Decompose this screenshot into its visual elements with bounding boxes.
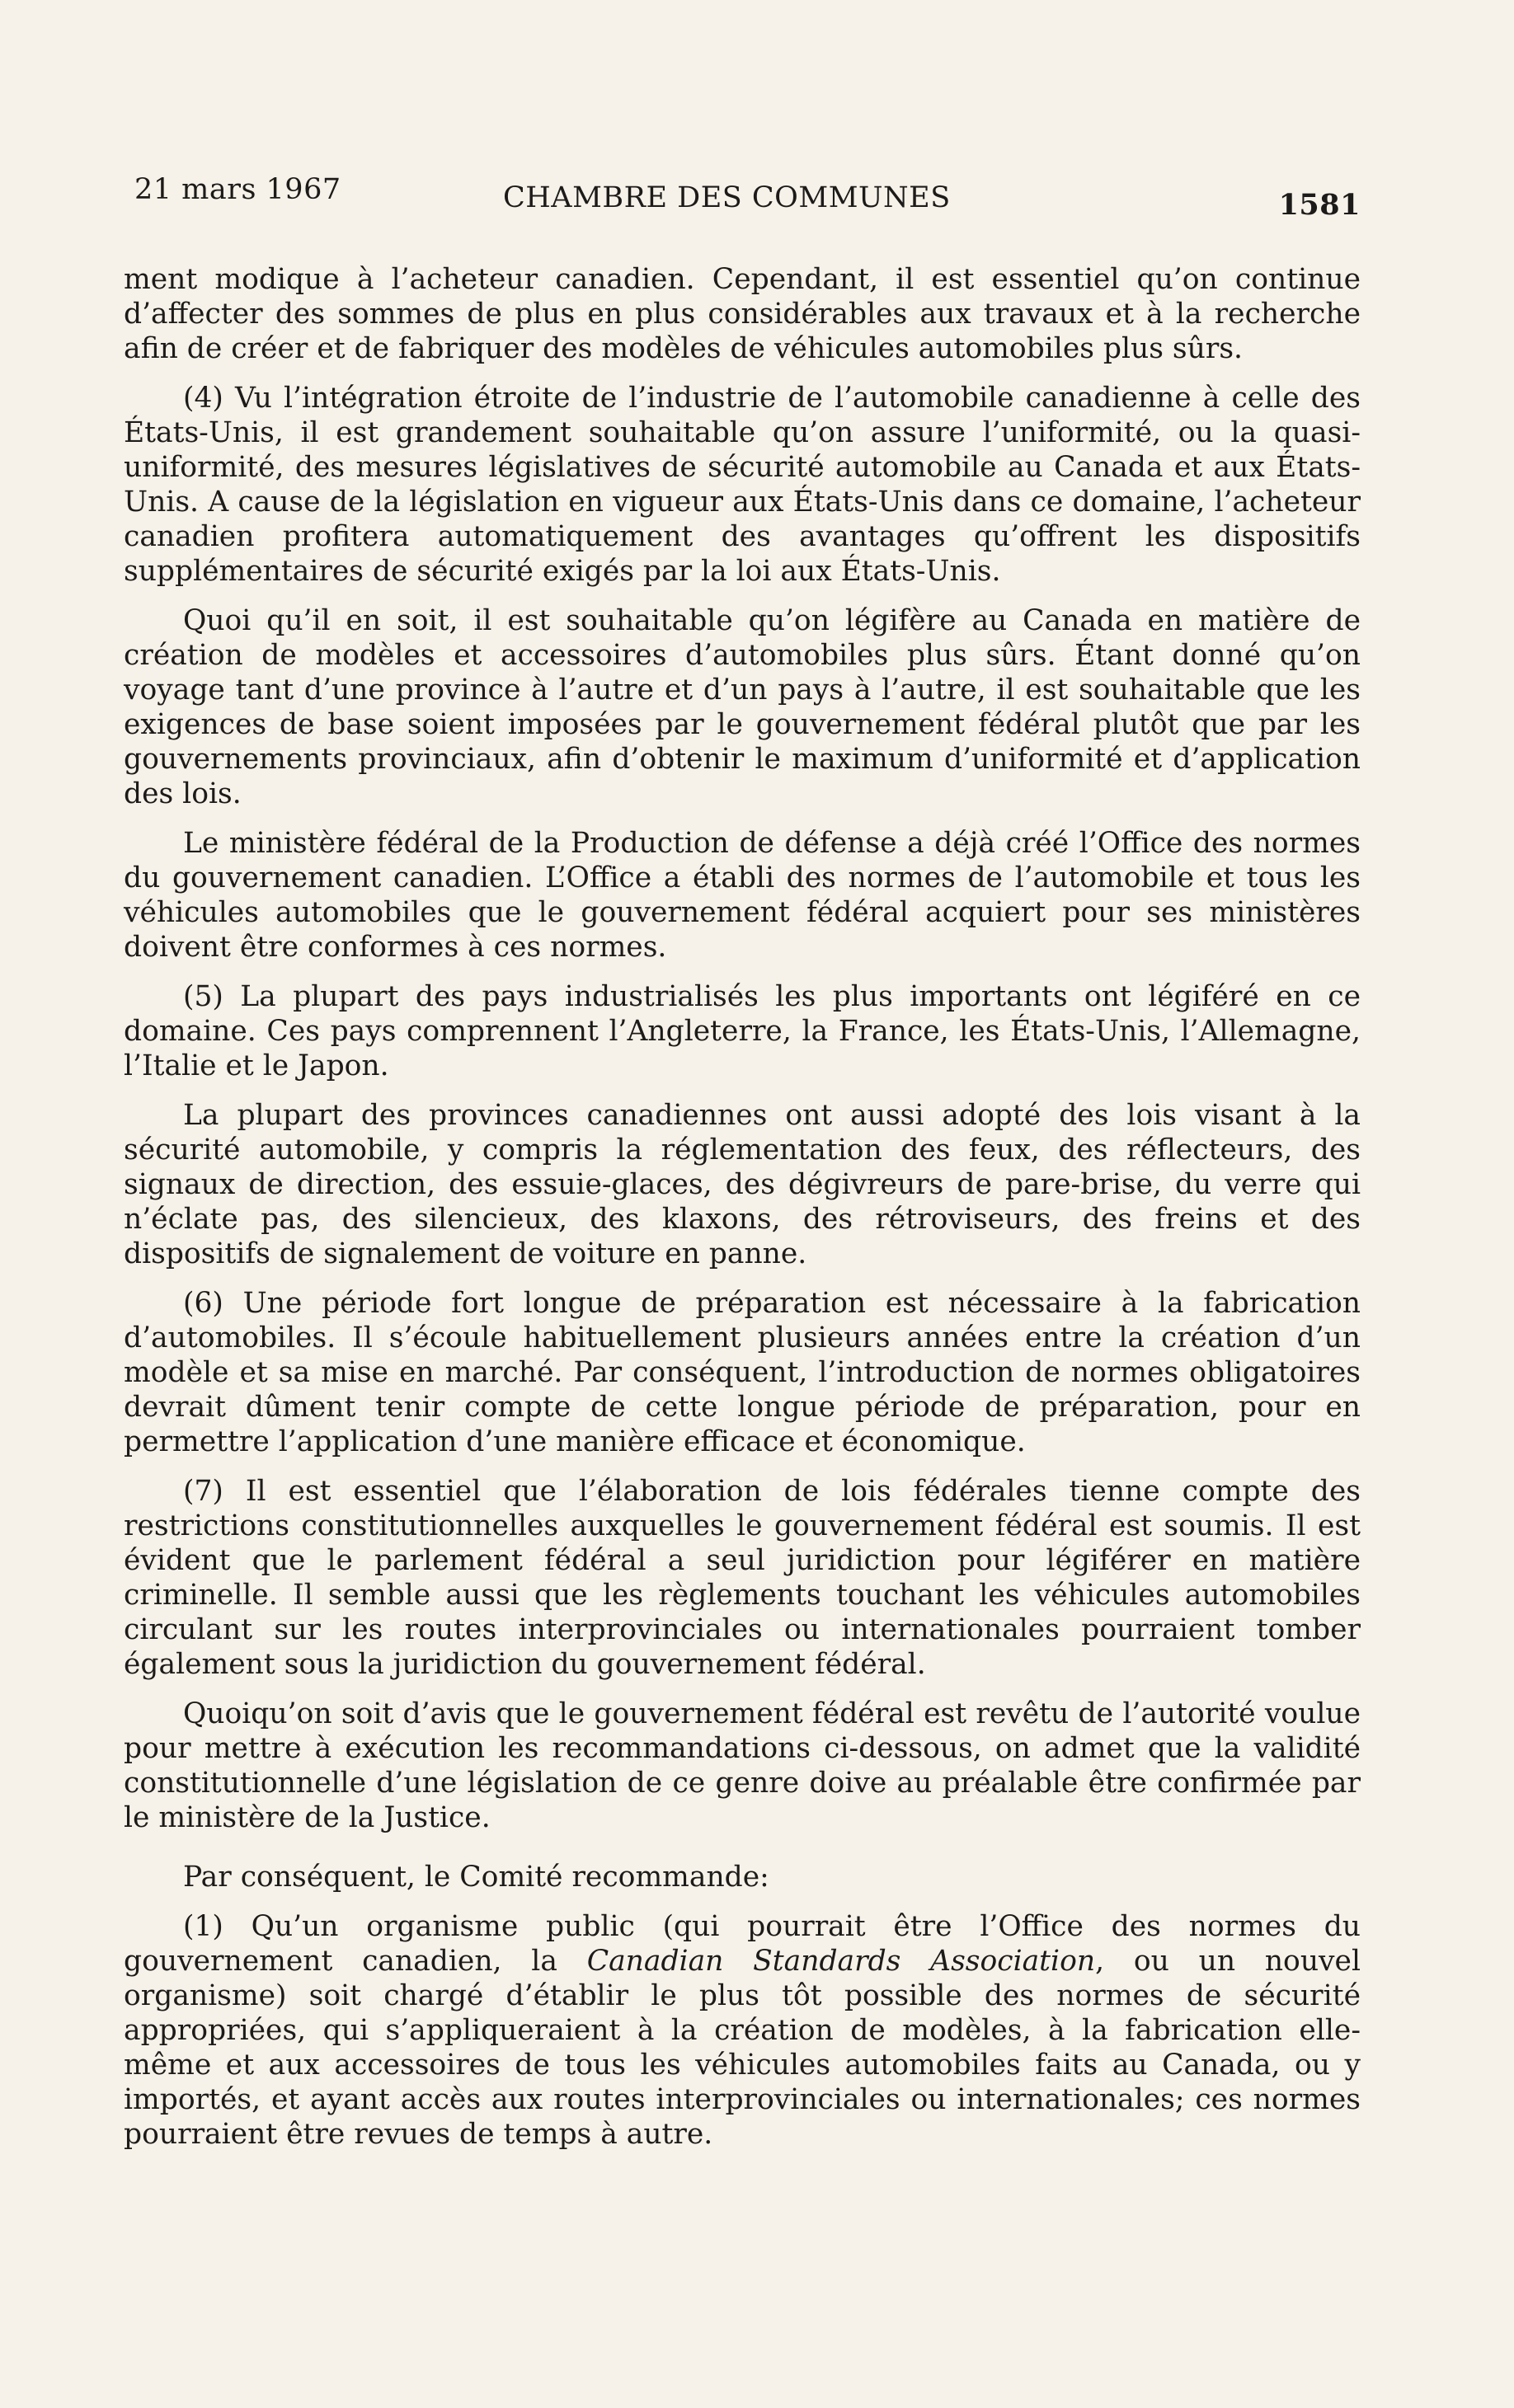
- organisation-name: Canadian Standards Association: [586, 1945, 1096, 1978]
- paragraph-2: (4) Vu l’intégration étroite de l’industrie de l’automobile canadienne à celle des États-Unis, il est grandement souhaitable qu’on assure l’uniformité, ou la quasi-uniformité, des mesures législatives de sécurité automobile au Canada et aux États-Unis. A cause de la législation en vigueur aux États-Unis dans ce domaine, l’acheteur canadien profitera automatiquement des avantages qu’offrent les dispositifs supplémentaires de sécurité exigés par la loi aux États-Unis.: [124, 382, 1361, 588]
- paragraph-11: (1) Qu’un organisme public (qui pourrait être l’Office des normes du gouvernement canadien, la Canadian Standards Association, ou un nouvel organisme) soit chargé d’établir le plus tôt possible des normes de sécurité appropriées, qui s’appliqueraient à la création de modèles, à la fabrication elle-même et aux accessoires de tous les véhicules automobiles faits au Canada, ou y importés, et ayant accès aux routes interprovinciales ou internationales; ces normes pourraient être revues de temps à autre.: [124, 1910, 1361, 2151]
- paragraph-4: Le ministère fédéral de la Production de défense a déjà créé l’Office des normes du gouvernement canadien. L’Office a établi des normes de l’automobile et tous les véhicules automobiles que le gouvernement fédéral acquiert pour ses ministères doivent être conformes à ces normes.: [124, 827, 1361, 964]
- paragraph-10: Par conséquent, le Comité recommande:: [183, 1861, 769, 1894]
- paragraph-3: Quoi qu’il en soit, il est souhaitable qu’on légifère au Canada en matière de création de modèles et accessoires d’automobiles plus sûrs. Étant donné qu’on voyage tant d’une province à l’autre et d’un pays à l’autre, il est souhaitable que les exigences de base soient imposées par le gouvernement fédéral plutôt que par les gouvernements provinciaux, afin d’obtenir le maximum d’uniformité et d’application des lois.: [124, 604, 1361, 810]
- header-date: 21 mars 1967: [134, 173, 341, 206]
- paragraph-6: La plupart des provinces canadiennes ont aussi adopté des lois visant à la sécurité automobile, y compris la réglementation des feux, des réflecteurs, des signaux de direction, des essuie-glaces, des dégivreurs de pare-brise, du verre qui n’éclate pas, des silencieux, des klaxons, des rétroviseurs, des freins et des dispositifs de signalement de voiture en panne.: [124, 1099, 1361, 1270]
- paragraph-9: Quoiqu’on soit d’avis que le gouvernement fédéral est revêtu de l’autorité voulue pour mettre à exécution les recommandations ci-dessous, on admet que la validité constitutionnelle d’une législation de ce genre doive au préalable être confirmée par le ministère de la Justice.: [124, 1697, 1361, 1834]
- paragraph-8: (7) Il est essentiel que l’élaboration de lois fédérales tienne compte des restrictions constitutionnelles auxquelles le gouvernement fédéral est soumis. Il est évident que le parlement fédéral a seul juridiction pour légiférer en matière criminelle. Il semble aussi que les règlements touchant les véhicules automobiles circulant sur les routes interprovinciales ou internationales pourraient tomber également sous la juridiction du gouvernement fédéral.: [124, 1475, 1361, 1681]
- paragraph-1: ment modique à l’acheteur canadien. Cependant, il est essentiel qu’on continue d’affecter des sommes de plus en plus considérables aux travaux et à la recherche afin de créer et de fabriquer des modèles de véhicules automobiles plus sûrs.: [124, 263, 1361, 365]
- paragraph-7: (6) Une période fort longue de préparation est nécessaire à la fabrication d’automobiles. Il s’écoule habituellement plusieurs années entre la création d’un modèle et sa mise en marché. Par conséquent, l’introduction de normes obligatoires devrait dûment tenir compte de cette longue période de préparation, pour en permettre l’application d’une manière efficace et économique.: [124, 1287, 1361, 1458]
- body-text: [124, 262, 1361, 2166]
- header-title: CHAMBRE DES COMMUNES: [503, 181, 951, 214]
- paragraph-5: (5) La plupart des pays industrialisés les plus importants ont légiféré en ce domaine. Ces pays comprennent l’Angleterre, la France, les États-Unis, l’Allemagne, l’Italie et le Japon.: [124, 980, 1361, 1082]
- page-number: 1581: [1278, 188, 1361, 222]
- page-header: [134, 173, 1361, 223]
